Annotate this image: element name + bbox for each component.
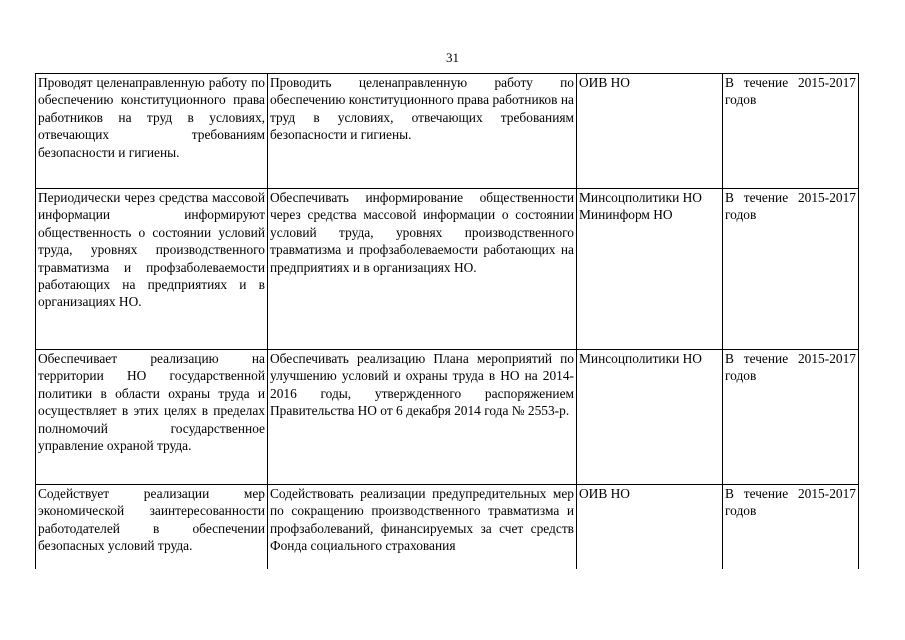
current-practice-cell: Периодически через средства массовой информации информируют общественность о состоянии условий труда, уровнях производственного травматизма и профзаболеваемости работающих на предприятиях и в организациях НО. <box>36 189 268 350</box>
planned-measure-cell: Содействовать реализации предупредительных мер по сокращению производственного травматизма и профзаболеваний, финансируемых за счет средств Фонда социального страхования <box>268 485 577 570</box>
planned-measure-cell: Обеспечивать реализацию Плана мероприятий по улучшению условий и охраны труда в НО на 2014-2016 годы, утвержденного распоряжением Правительства НО от 6 декабря 2014 года № 2553-р. <box>268 350 577 485</box>
responsible-cell <box>577 189 723 350</box>
responsible-cell <box>577 350 723 485</box>
table-row <box>36 189 859 350</box>
responsible-cell <box>577 485 723 570</box>
table-row <box>36 350 859 485</box>
deadline-cell: В течение 2015-2017 годов <box>723 485 859 570</box>
table-row <box>36 485 859 570</box>
responsible-line: ОИВ НО <box>579 75 630 90</box>
table-row <box>36 74 859 189</box>
responsible-cell <box>577 74 723 189</box>
page-number: 31 <box>446 50 459 65</box>
responsible-line: Минсоцполитики НО <box>579 190 702 205</box>
deadline-cell: В течение 2015-2017 годов <box>723 189 859 350</box>
responsible-line: Минсоцполитики НО <box>579 351 702 366</box>
current-practice-cell: Содействует реализации мер экономической заинтересованности работодателей в обеспечении безопасных условий труда. <box>36 485 268 570</box>
deadline-cell: В течение 2015-2017 годов <box>723 74 859 189</box>
current-practice-cell: Проводят целенаправленную работу по обеспечению конституционного права работников на труд в условиях, отвечающих требованиям безопасности и гигиены. <box>36 74 268 189</box>
planned-measure-cell: Проводить целенаправленную работу по обеспечению конституционного права работников на труд в условиях, отвечающих требованиям безопасности и гигиены. <box>268 74 577 189</box>
responsible-line: ОИВ НО <box>579 486 630 501</box>
planned-measure-cell: Обеспечивать информирование общественности через средства массовой информации о состоянии условий труда, уровнях производственного травматизма и профзаболеваемости работающих на предприятиях и в организациях НО. <box>268 189 577 350</box>
responsible-line: Мининформ НО <box>579 207 673 223</box>
current-practice-cell: Обеспечивает реализацию на территории НО государственной политики в области охраны труда и осуществляет в этих целях в пределах полномочий государственное управление охраной труда. <box>36 350 268 485</box>
measures-table <box>35 73 859 569</box>
deadline-cell: В течение 2015-2017 годов <box>723 350 859 485</box>
